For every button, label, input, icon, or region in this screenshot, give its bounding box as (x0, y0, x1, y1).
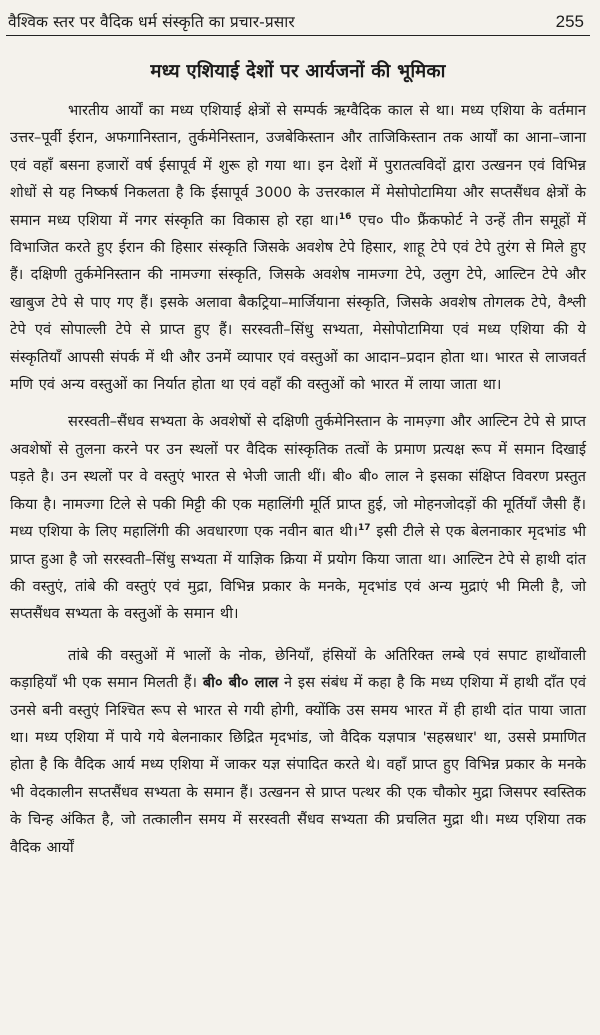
running-title: वैश्विक स्तर पर वैदिक धर्म संस्कृति का प्रचार-प्रसार (8, 13, 295, 31)
footnote-ref-17[interactable]: 17 (357, 523, 371, 534)
paragraph-1-text-b: एच० पी० फ्रैंकफोर्ट ने उन्हें तीन समूहों में विभाजित करते हुए ईरान की हिसार संस्कृति जिसके अवशेष टेपे हिसार, शाहू टेपे एवं टेपे तुरंग से मिले हुए हैं। दक्षिणी तुर्कमेनिस्तान की नामज्गा संस्कृति, जिसके अवशेष नामज्गा टेपे, उलुग टेपे, आल्टिन टेपे और खाबुज टेपे से पाए गए हैं। इसके अलावा बैकट्रिया–मार्जियाना संस्कृति, जिसके अवशेष तोगलक टेपे, वैश्ली टेपे एवं सोपाल्ली टेपे से प्राप्त हुए हैं। सरस्वती–सिंधु सभ्यता, मेसोपोटामिया एवं मध्य एशिया की ये संस्कृतियाँ आपसी संपर्क में थी और उनमें व्यापार एवं वस्तुओं का आदान–प्रदान होता था। भारत से लाजवर्त मणि एवं अन्य वस्तुओं का निर्यात होता था एवं वहाँ की वस्तुओं को भारत में लाया जाता था। (10, 211, 586, 394)
section-heading: मध्य एशियाई देशों पर आर्यजनों की भूमिका (150, 61, 446, 82)
footnote-ref-16[interactable]: 16 (338, 211, 352, 222)
running-header (6, 8, 590, 36)
paragraph-2 (10, 408, 586, 627)
paragraph-1-text-a: भारतीय आर्यों का मध्य एशियाई क्षेत्रों से सम्पर्क ऋग्वैदिक काल से था। मध्य एशिया के वर्तमान उत्तर–पूर्वी ईरान, अफगानिस्तान, तुर्कमेनिस्तान, उजबेकिस्तान और ताजिकिस्तान तक आर्यों का आना–जाना एवं वहाँ बसना हजारों वर्ष ईसापूर्व में शुरू हो गया था। इन देशों में पुरातत्वविदों द्वारा उत्खनन एवं विभिन्न शोधों से यह निष्कर्ष निकलता है कि ईसापूर्व 3000 के उत्तरकाल में मेसोपोटामिया और सप्तसैंधव क्षेत्रों के समान मध्य एशिया में नगर संस्कृति का विकास हो रहा था। (10, 102, 586, 229)
paragraph-2-text-a: सरस्वती–सैंधव सभ्यता के अवशेषों से दक्षिणी तुर्कमेनिस्तान के नामज़्गा और आल्टिन टेपे से प्राप्त अवशेषों से तुलना करने पर उन स्थलों पर वैदिक सांस्कृतिक तत्वों के प्रमाण प्रत्यक्ष रूप में समान दिखाई पड़ते है। उन स्थलों पर वे वस्तुएं भारत से भेजी जाती थीं। बी० बी० लाल ने इसका संक्षिप्त विवरण प्रस्तुत किया है। नामज्गा टिले से पकी मिट्टी की एक महालिंगी मूर्ति प्राप्त हुई, जो मोहनजोदड़ों की मूर्तियाँ जैसी हैं। मध्य एशिया के लिए महालिंगी की अवधारणा एक नवीन बात थी। (10, 413, 586, 541)
paragraph-2-text-b: इसी टीले से एक बेलनाकार मृदभांड भी प्राप्त हुआ है जो सरस्वती–सिंधु सभ्यता में याज्ञिक क्रिया में प्रयोग किया जाता था। आल्टिन टेपे से हाथी दांत की वस्तुएं, तांबे की वस्तुएं एवं मुद्रा, विभिन्न प्रकार के मनके, मृदभांड एवं अन्य मुद्राएं भी मिली है, जो सप्तसैंधव सभ्यता के वस्तुओं के समान थी। (10, 523, 586, 623)
page-number: 255 (555, 12, 584, 31)
paragraph-3-text-a: तांबे की वस्तुओं में भालों के नोक, छेनियाँ, हंसियों के अतिरिक्त लम्बे एवं सपाट हाथोंवाली कड़ाहियाँ भी एक समान मिलती हैं। (10, 646, 586, 692)
paragraph-3-bold-name: बी० बी० लाल (202, 674, 279, 692)
body-text (6, 97, 590, 861)
paragraph-3-text-b: ने इस संबंध में कहा है कि मध्य एशिया में हाथी दाँत एवं उनसे बनी वस्तुएं निश्चित रूप से भारत से गयी होगी, क्योंकि उस समय भारत में ही हाथी दांत पाया जाता था। मध्य एशिया में पाये गये बेलनाकार छिद्रित मृदभांड, जो वैदिक यज्ञपात्र 'सहस्रधार' था, उससे प्रमाणित होता है कि वैदिक आर्य मध्य एशिया में जाकर यज्ञ संपादित करते थे। वहाँ प्राप्त हुए विभिन्न प्रकार के मनके भी वेदकालीन सप्तसैंधव सभ्यता के समान हैं। उत्खनन से प्राप्त पत्थर की एक चौकोर मुद्रा जिसपर स्वस्तिक के चिन्ह अंकित है, जो तत्कालीन समय में सरस्वती सैंधव सभ्यता की प्रचलित मुद्रा थी। मध्य एशिया तक वैदिक आर्यों (10, 674, 587, 856)
paragraph-1 (10, 97, 586, 398)
paragraph-3 (10, 642, 586, 861)
